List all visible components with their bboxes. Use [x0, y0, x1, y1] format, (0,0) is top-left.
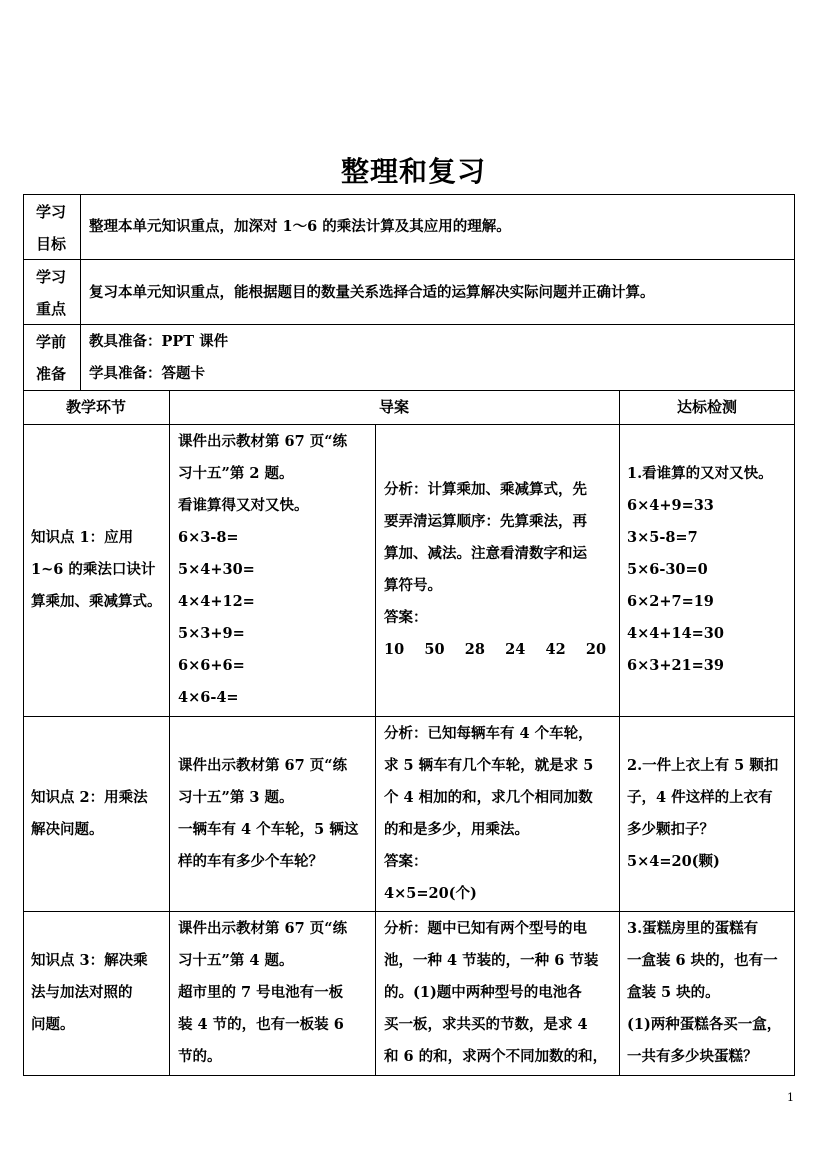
- section-2-topic: 知识点 2：用乘法 解决问题。: [31, 789, 148, 838]
- section-3-topic: 知识点 3：解决乘 法与加法对照的 问题。: [31, 952, 148, 1033]
- section-3-material: 课件出示教材第 67 页“练 习十五”第 4 题。 超市里的 7 号电池有一板 装 4 节的，也有一板装 6 节的。: [178, 920, 348, 1065]
- section-3-analysis: 分析：题中已知有两个型号的电 池，一种 4 节装的，一种 6 节装 的。(1)题中两种型号的电池各 买一板，求共买的节数，是求 4 和 6 的和，求两个不同加数的和，: [384, 920, 608, 1065]
- section-1-topic: 知识点 1：应用 1~6 的乘法口诀计 算乘加、乘减算式。: [31, 529, 162, 610]
- section-2-material: 课件出示教材第 67 页“练 习十五”第 3 题。 一辆车有 4 个车轮，5 辆这 样的车有多少个车轮？: [178, 757, 359, 870]
- prep-label: 学前 准备: [36, 333, 67, 383]
- section-3-check: 3.蛋糕房里的蛋糕有 一盒装 6 块的，也有一 盒装 5 块的。 (1)两种蛋糕各买一盒， 一共有多少块蛋糕？: [627, 920, 782, 1065]
- header-col1: 教学环节: [65, 398, 126, 416]
- goal-text: 整理本单元知识重点，加深对 1～6 的乘法计算及其应用的理解。: [89, 218, 511, 235]
- goal-label: 学习 目标: [36, 203, 67, 253]
- key-text: 复习本单元知识重点，能根据题目的数量关系选择合适的运算解决实际问题并正确计算。: [89, 284, 655, 301]
- section-2-check: 2.一件上衣上有 5 颗扣 子，4 件这样的上衣有 多少颗扣子？ 5×4=20(颗): [627, 757, 779, 870]
- page-number: 1: [787, 1091, 794, 1104]
- section-1-analysis: 分析：计算乘加、乘减算式，先 要弄清运算顺序：先算乘法，再 算加、减法。注意看清数字和运 算符号。 答案： 10 50 28 24 42 20: [384, 481, 607, 658]
- page-title: 整理和复习: [340, 155, 486, 188]
- key-label: 学习 重点: [36, 268, 67, 318]
- header-col3: 达标检测: [676, 398, 737, 416]
- section-2-analysis: 分析：已知每辆车有 4 个车轮， 求 5 辆车有几个车轮，就是求 5 个 4 相加的和，求几个相同加数 的和是多少，用乘法。 答案： 4×5=20(个): [384, 725, 594, 902]
- prep-text: 教具准备：PPT 课件 学具准备：答题卡: [89, 333, 229, 382]
- header-col2: 导案: [378, 398, 409, 416]
- section-1-material: 课件出示教材第 67 页“练 习十五”第 2 题。 看谁算得又对又快。 6×3-8= 5×4+30= 4×4+12= 5×3+9= 6×6+6= 4×6-4=: [178, 433, 348, 706]
- section-1-check: 1.看谁算的又对又快。 6×4+9=33 3×5-8=7 5×6-30=0 6×2+7=19 4×4+14=30 6×3+21=39: [627, 465, 773, 674]
